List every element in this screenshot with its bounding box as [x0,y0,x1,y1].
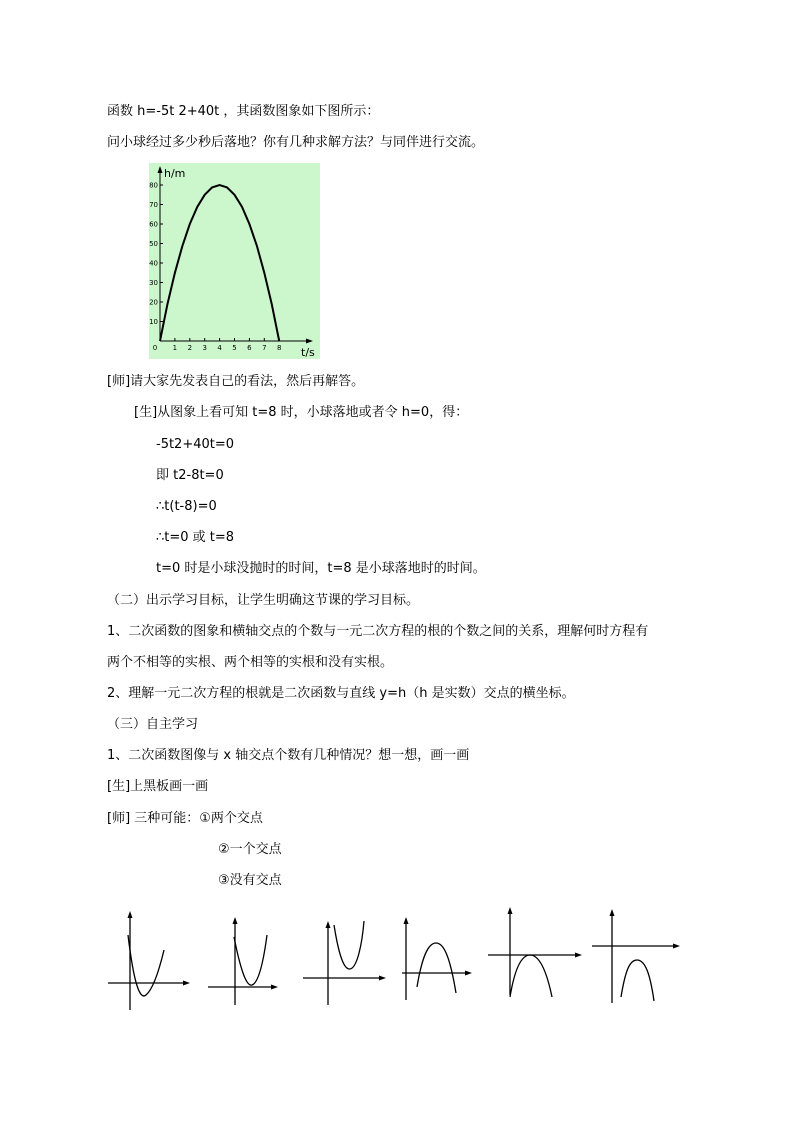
sketch-no-root-up [303,921,386,1005]
x-tick-label: 7 [262,344,267,352]
question-intersections: 1、二次函数图像与 x 轴交点个数有几种情况？想一想，画一画 [107,748,470,763]
y-tick-label: 20 [149,298,158,307]
x-tick-label: 2 [187,344,193,352]
sketch-one-root [208,917,278,1005]
student-answer: [生]从图象上看可知 t=8 时，小球落地或者令 h=0，得： [134,405,469,420]
y-tick-label: 40 [149,259,158,268]
x-tick-label: 1 [172,344,178,352]
sketch-no-root-down [592,909,680,1003]
y-tick-label: 30 [149,279,158,287]
sketch-two-roots-down [402,917,472,1000]
section-three-heading: （三）自主学习 [107,717,199,732]
goal-1-line-2: 两个不相等的实根、两个相等的实根和没有实根。 [107,655,394,670]
case-no-intersection: ③没有交点 [218,873,282,888]
section-two-heading: （二）出示学习目标，让学生明确这节课的学习目标。 [107,593,420,608]
x-tick-label: 6 [247,344,252,352]
teacher-prompt: [师]请大家先发表自己的看法，然后再解答。 [107,374,365,389]
conclusion-line: t=0 时是小球没抛时的时间，t=8 是小球落地时的时间。 [156,561,486,576]
case-one-intersection: ②一个交点 [218,842,282,857]
height-curve [160,185,279,341]
equation-2: 即 t2-8t=0 [156,468,224,483]
x-axis-label: t/s [301,346,315,359]
goal-1-line-1: 1、二次函数的图象和横轴交点的个数与一元二次方程的根的个数之间的关系，理解何时方程有 [107,624,649,639]
x-tick-label: 4 [217,344,222,352]
y-tick-label: 70 [149,201,158,209]
y-axis-label: h/m [164,167,186,180]
x-tick-label: 8 [276,344,282,352]
x-tick-label: 3 [202,344,207,352]
x-tick-label: 0 [152,344,158,352]
height-time-graph [149,163,320,359]
intro-line: 函数 h=-5t 2+40t ，其函数图象如下图所示： [107,104,380,119]
sketch-one-root-down [488,907,582,997]
y-tick-label: 60 [149,220,158,229]
x-axis-arrow [306,339,313,344]
student-draw: [生]上黑板画一画 [107,779,209,794]
equation-1: -5t2+40t=0 [156,437,235,452]
x-tick-label: 5 [232,344,237,352]
parabola-sketches [100,905,690,1020]
y-tick-label: 50 [149,240,158,248]
goal-2: 2、理解一元二次方程的根就是二次函数与直线 y=h（h 是实数）交点的横坐标。 [107,686,575,701]
y-tick-label: 10 [149,318,158,326]
equation-3: ∴t(t-8)=0 [156,499,217,514]
sketch-two-roots [108,911,190,1010]
teacher-three-cases: [师] 三种可能：①两个交点 [107,811,263,826]
question-line: 问小球经过多少秒后落地？你有几种求解方法？与同伴进行交流。 [107,135,485,150]
y-axis-arrow [158,166,163,173]
y-tick-label: 80 [149,181,158,190]
parabola-chart [149,163,320,359]
equation-4: ∴t=0 或 t=8 [156,530,235,545]
